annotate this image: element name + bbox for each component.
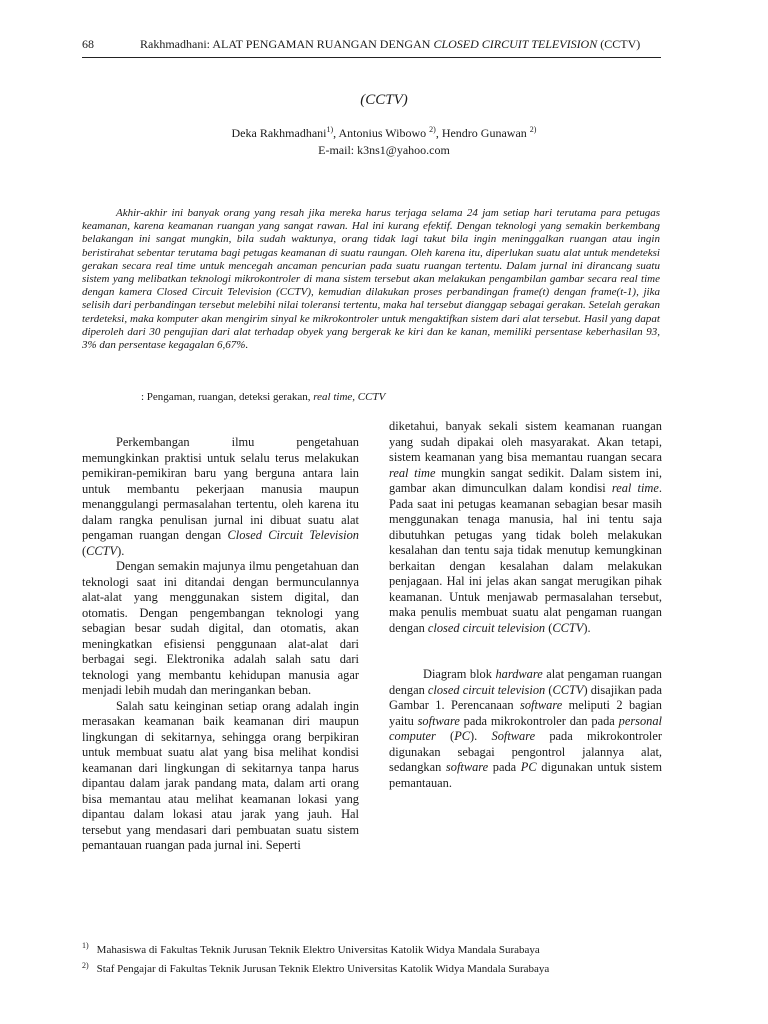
right-paragraph-1	[389, 419, 662, 636]
footnote-1	[82, 938, 682, 958]
right-paragraph-2	[389, 667, 662, 791]
rp1-i: real time	[389, 465, 436, 480]
lp1-b: (	[82, 543, 87, 558]
rp2-d: ) disajikan pada Gambar 1. Perencanaan	[389, 682, 662, 712]
lp1-i: Closed Circuit Television	[227, 528, 359, 542]
body-right-column	[389, 419, 662, 791]
body-left-column	[82, 435, 359, 854]
running-header-end: (CCTV)	[597, 37, 641, 51]
author-1-mark: 1)	[326, 125, 334, 134]
author-3: , Hendro Gunawan	[435, 126, 530, 140]
paper-title: (CCTV)	[360, 92, 408, 108]
rp1-i2: real time	[611, 481, 659, 495]
lp1-c: ).	[117, 543, 125, 558]
rp2-j: pada mikrokontroler digunakan sebagai pengontrol jalannya alat, sedangkan	[389, 729, 662, 774]
abstract-text: Akhir-akhir ini banyak orang yang resah jika mereka harus terjaga selama 24 jam setiap hari terutama para petugas keamanan, karena keamanan ruangan yang sangat rawan. Hal ini kurang efektif. Dengan teknologi yang semakin berkembang belakangan ini sangat mungkin, bila sudah waktunya, orang tidak lagi takut bila ingin meninggalkan ruangan atau ingin beristirahat sebentar terutama bagi petugas keamanan di suatu raungan. Oleh karena itu, diperlukan suatu alat untuk mendeteksi gerakan secara real time untuk mencegah ancaman pencurian pada suatu ruangan tertentu. Dalam jurnal ini dirancang suatu sistem yang melibatkan teknologi mikrokontroler di mana sistem tersebut akan melakukan pengambilan gambar secara real time dengan kamera Closed Circuit Television (CCTV), kemudian dilakukan proses perbandingan frame(t) dengan frame(t-1), jika selisih dari perbandingan tersebut melebihi nilai toleransi tertentu, maka hal tersebut dianggap sebagai gerakan. Setelah gerakan terdeteksi, maka komputer akan mengirim sinyal ke mikrokontroler untuk mengaktifkan sistem dari alat tersebut. Hasil yang dapat diperoleh dari 30 pengujian dari alat terhadap obyek yang bergerak ke kiri dan ke kanan, memiliki persentase keberhasilan 93, 3% dan persentase kegagalan 6,67%.	[82, 207, 660, 352]
author-2-mark: 2)	[429, 125, 436, 134]
keywords	[141, 391, 385, 403]
rp2-b: alat pengaman ruangan dengan	[389, 667, 662, 697]
header-rule	[82, 57, 661, 58]
rp2-i5: software	[417, 713, 460, 728]
left-paragraph-2: Dengan semakin majunya ilmu pengetahuan dan teknologi saat ini ditandai dengan bermunculannya alat-alat yang menggunakan sistem digital, dan otomatis. Dengan pengembangan teknologi yang sebagian besar sudah digital, dan otomatis, akan meningkatkan efisiensi penggunaan alat-alat dari berbagai segi. Elektronika adalah salah satu dari teknologi yang membantu kehidupan manusia agar menjadi lebih mudah dan meringankan beban.	[82, 559, 359, 697]
rp1-i3: closed circuit television	[427, 620, 546, 635]
rp2-f: pada mikrokontroler dan pada	[459, 713, 619, 728]
author-1: Deka Rakhmadhani	[231, 126, 327, 140]
left-paragraph-3: Salah satu keinginan setiap orang adalah ingin merasakan keamanan baik keamanan diri maupun lingkungan di sekitarnya, sehingga orang berpikiran untuk membuat suatu alat yang bisa melihat kondisi keamanan dari lingkungan di sekitarnya tanpa harus dipantau dalam jarak pandang mata, dalam arti orang bisa memantau atau melihat keamanan lokasi yang dipantau dalam lokasi atau jarak yang jauh. Hal tersebut yang mendasari dari pembuatan suatu sistem pemantauan ruangan pada jurnal ini. Seperti	[82, 698, 359, 852]
footnote-1-text: Mahasiswa di Fakultas Teknik Jurusan Teknik Elektro Universitas Katolik Widya Mandala Surabaya	[96, 943, 540, 956]
rp2-l: digunakan untuk sistem pemantauan.	[389, 760, 662, 790]
author-email: E-mail: k3ns1@yahoo.com	[318, 143, 450, 157]
rp2-i6: personal computer	[389, 713, 662, 743]
rp2-i4: software	[520, 698, 563, 712]
running-header-italic: CLOSED CIRCUIT TELEVISION	[433, 37, 598, 51]
rp2-c: (	[545, 682, 553, 697]
footnote-2-text: Staf Pengajar di Fakultas Teknik Jurusan Teknik Elektro Universitas Katolik Widya Mandala Surabaya	[96, 963, 550, 976]
rp1-e: ).	[583, 620, 591, 635]
footnotes	[82, 938, 682, 977]
rp2-i3: CCTV	[552, 682, 584, 697]
author-2: , Antonius Wibowo	[333, 126, 430, 140]
rp1-b: mungkin sangat sedikit. Dalam sistem ini, gambar akan dimunculkan dalam kondisi	[389, 465, 662, 495]
rp2-i10: PC	[520, 760, 537, 774]
rp2-e: meliputi 2 bagian yaitu	[389, 698, 662, 728]
footnote-2-mark: 2)	[82, 960, 89, 970]
footnote-1-mark: 1)	[82, 941, 89, 950]
rp2-i9: software	[445, 760, 489, 774]
keywords-italic: real time, CCTV	[313, 391, 386, 403]
rp2-i8: Software	[491, 729, 536, 743]
section-gap	[389, 636, 662, 667]
keywords-plain: : Pengaman, ruangan, deteksi gerakan,	[141, 391, 314, 403]
rp2-k: pada	[488, 760, 521, 774]
running-header-text: Rakhmadhani: ALAT PENGAMAN RUANGAN DENGAN	[140, 37, 434, 51]
rp2-i1: hardware	[495, 667, 543, 681]
left-paragraph-1	[82, 435, 359, 559]
rp1-c: . Pada saat ini petugas keamanan sebagian besar masih menggunakan tenaga manusia, hal ini tentu saja dibutuhkan petugas yang tidak boleh melakukan kesalahan dan tentu saja tidak menutup kemungkinan berkaitan dengan kesalahan dalam melakukan penjagaan. Hal ini jelas akan sangat merugikan pihak keamanan. Untuk menjawab permasalahan tersebut, maka penulis membuat suatu alat pengaman ruangan dengan	[389, 481, 662, 635]
page-number: 68	[82, 37, 94, 51]
rp2-a: Diagram blok	[423, 667, 496, 681]
rp1-i4: CCTV	[552, 620, 584, 635]
rp1-a: diketahui, banyak sekali sistem keamanan ruangan yang sudah dipakai oleh masyarakat. Akan tetapi, sistem keamanan yang bisa memantau ruangan secara	[389, 419, 662, 464]
rp2-i2: closed circuit television	[427, 682, 546, 697]
author-3-mark: 2)	[529, 125, 537, 134]
author-list	[0, 125, 768, 141]
rp2-g: (	[435, 729, 455, 743]
lp1-i2: CCTV	[86, 543, 118, 558]
abstract	[82, 207, 660, 352]
rp1-d: (	[545, 620, 553, 635]
rp2-i7: PC	[454, 729, 471, 743]
footnote-2	[82, 958, 682, 978]
lp1-a: Perkembangan ilmu pengetahuan memungkinkan praktisi untuk selalu terus melakukan pemikiran-pemikiran baru yang berguna antara lain untuk membantu pekerjaan manusia maupun menanggulangi permasalahan tertentu, oleh karena itu dalam rangka penulisan jurnal ini dibuat suatu alat pengaman ruangan dengan	[82, 435, 359, 542]
rp2-h: ).	[470, 729, 492, 743]
running-header	[140, 37, 662, 52]
